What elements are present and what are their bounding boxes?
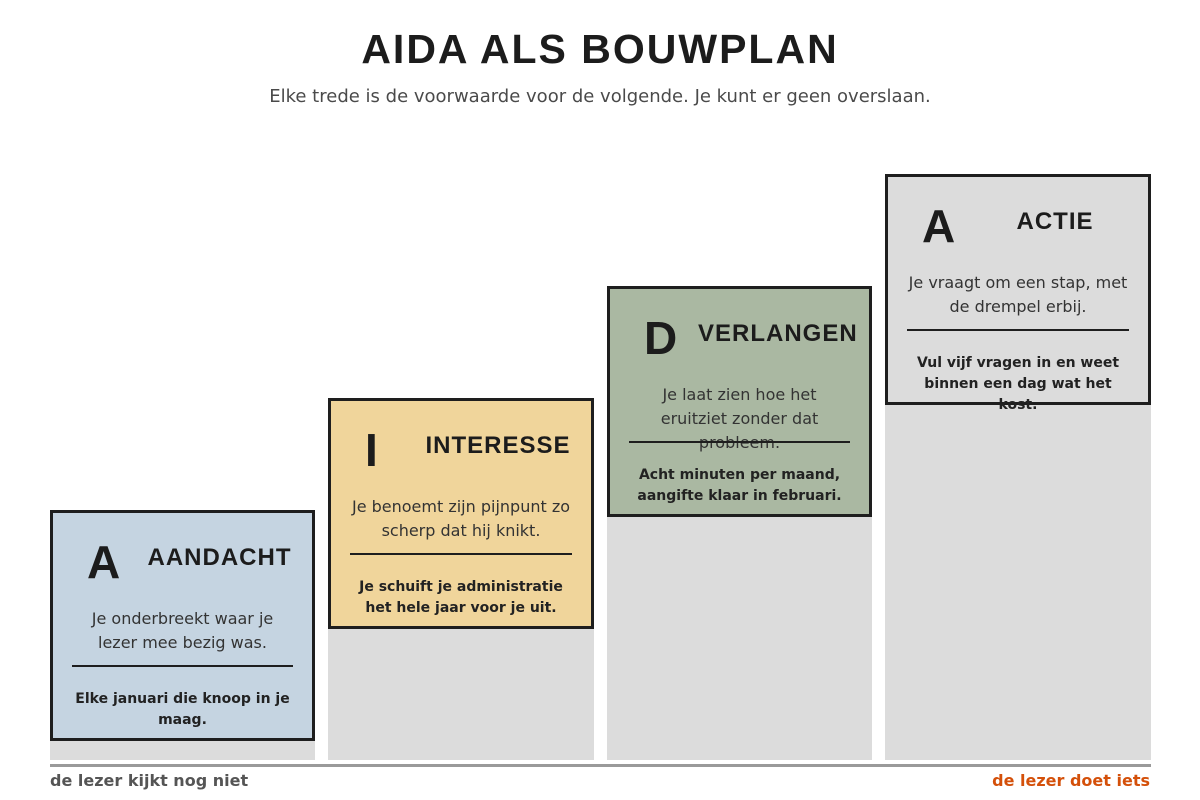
step-card-verlangen bbox=[607, 286, 872, 517]
step-letter: A bbox=[87, 536, 121, 588]
step-description: Je onderbreekt waar je lezer mee bezig was. bbox=[91, 609, 274, 652]
start-label: de lezer kijkt nog niet bbox=[50, 771, 249, 790]
step-card-actie bbox=[885, 174, 1151, 413]
step-description: Je benoemt zijn pijnpunt zo scherp dat hij knikt. bbox=[351, 497, 571, 540]
step-example: Acht minuten per maand, aangifte klaar in februari. bbox=[637, 467, 842, 504]
step-name: AANDACHT bbox=[147, 544, 292, 571]
step-name: VERLANGEN bbox=[698, 320, 858, 347]
step-description: Je vraagt om een stap, met de drempel erbij. bbox=[908, 273, 1128, 316]
step-column-verlangen bbox=[607, 516, 872, 760]
step-example: Je schuift je administratie het hele jaar voor je uit. bbox=[359, 579, 563, 616]
step-card-aandacht bbox=[50, 510, 315, 741]
page-subtitle: Elke trede is de voorwaarde voor de volgende. Je kunt er geen overslaan. bbox=[269, 86, 931, 107]
step-column-interesse bbox=[328, 628, 594, 760]
step-letter: A bbox=[922, 200, 956, 252]
step-divider bbox=[629, 441, 850, 443]
step-divider bbox=[350, 553, 572, 555]
step-divider bbox=[907, 329, 1129, 331]
step-column-actie bbox=[885, 404, 1151, 760]
step-column-aandacht bbox=[50, 740, 315, 760]
step-description: Je laat zien hoe het eruitziet zonder dat bbox=[660, 385, 819, 428]
step-example: Vul vijf vragen in en weet binnen een dag wat het kost. bbox=[916, 355, 1120, 413]
page-title: AIDA ALS BOUWPLAN bbox=[361, 26, 839, 72]
step-name: ACTIE bbox=[1016, 208, 1094, 235]
step-name: INTERESSE bbox=[425, 432, 571, 459]
baseline bbox=[50, 764, 1151, 767]
step-letter: I bbox=[365, 424, 378, 476]
step-divider bbox=[72, 665, 293, 667]
end-label: de lezer doet iets bbox=[992, 771, 1150, 790]
step-card-interesse bbox=[328, 398, 594, 629]
step-letter: D bbox=[644, 312, 678, 364]
step-example: Elke januari die knoop in je maag. bbox=[75, 691, 290, 728]
